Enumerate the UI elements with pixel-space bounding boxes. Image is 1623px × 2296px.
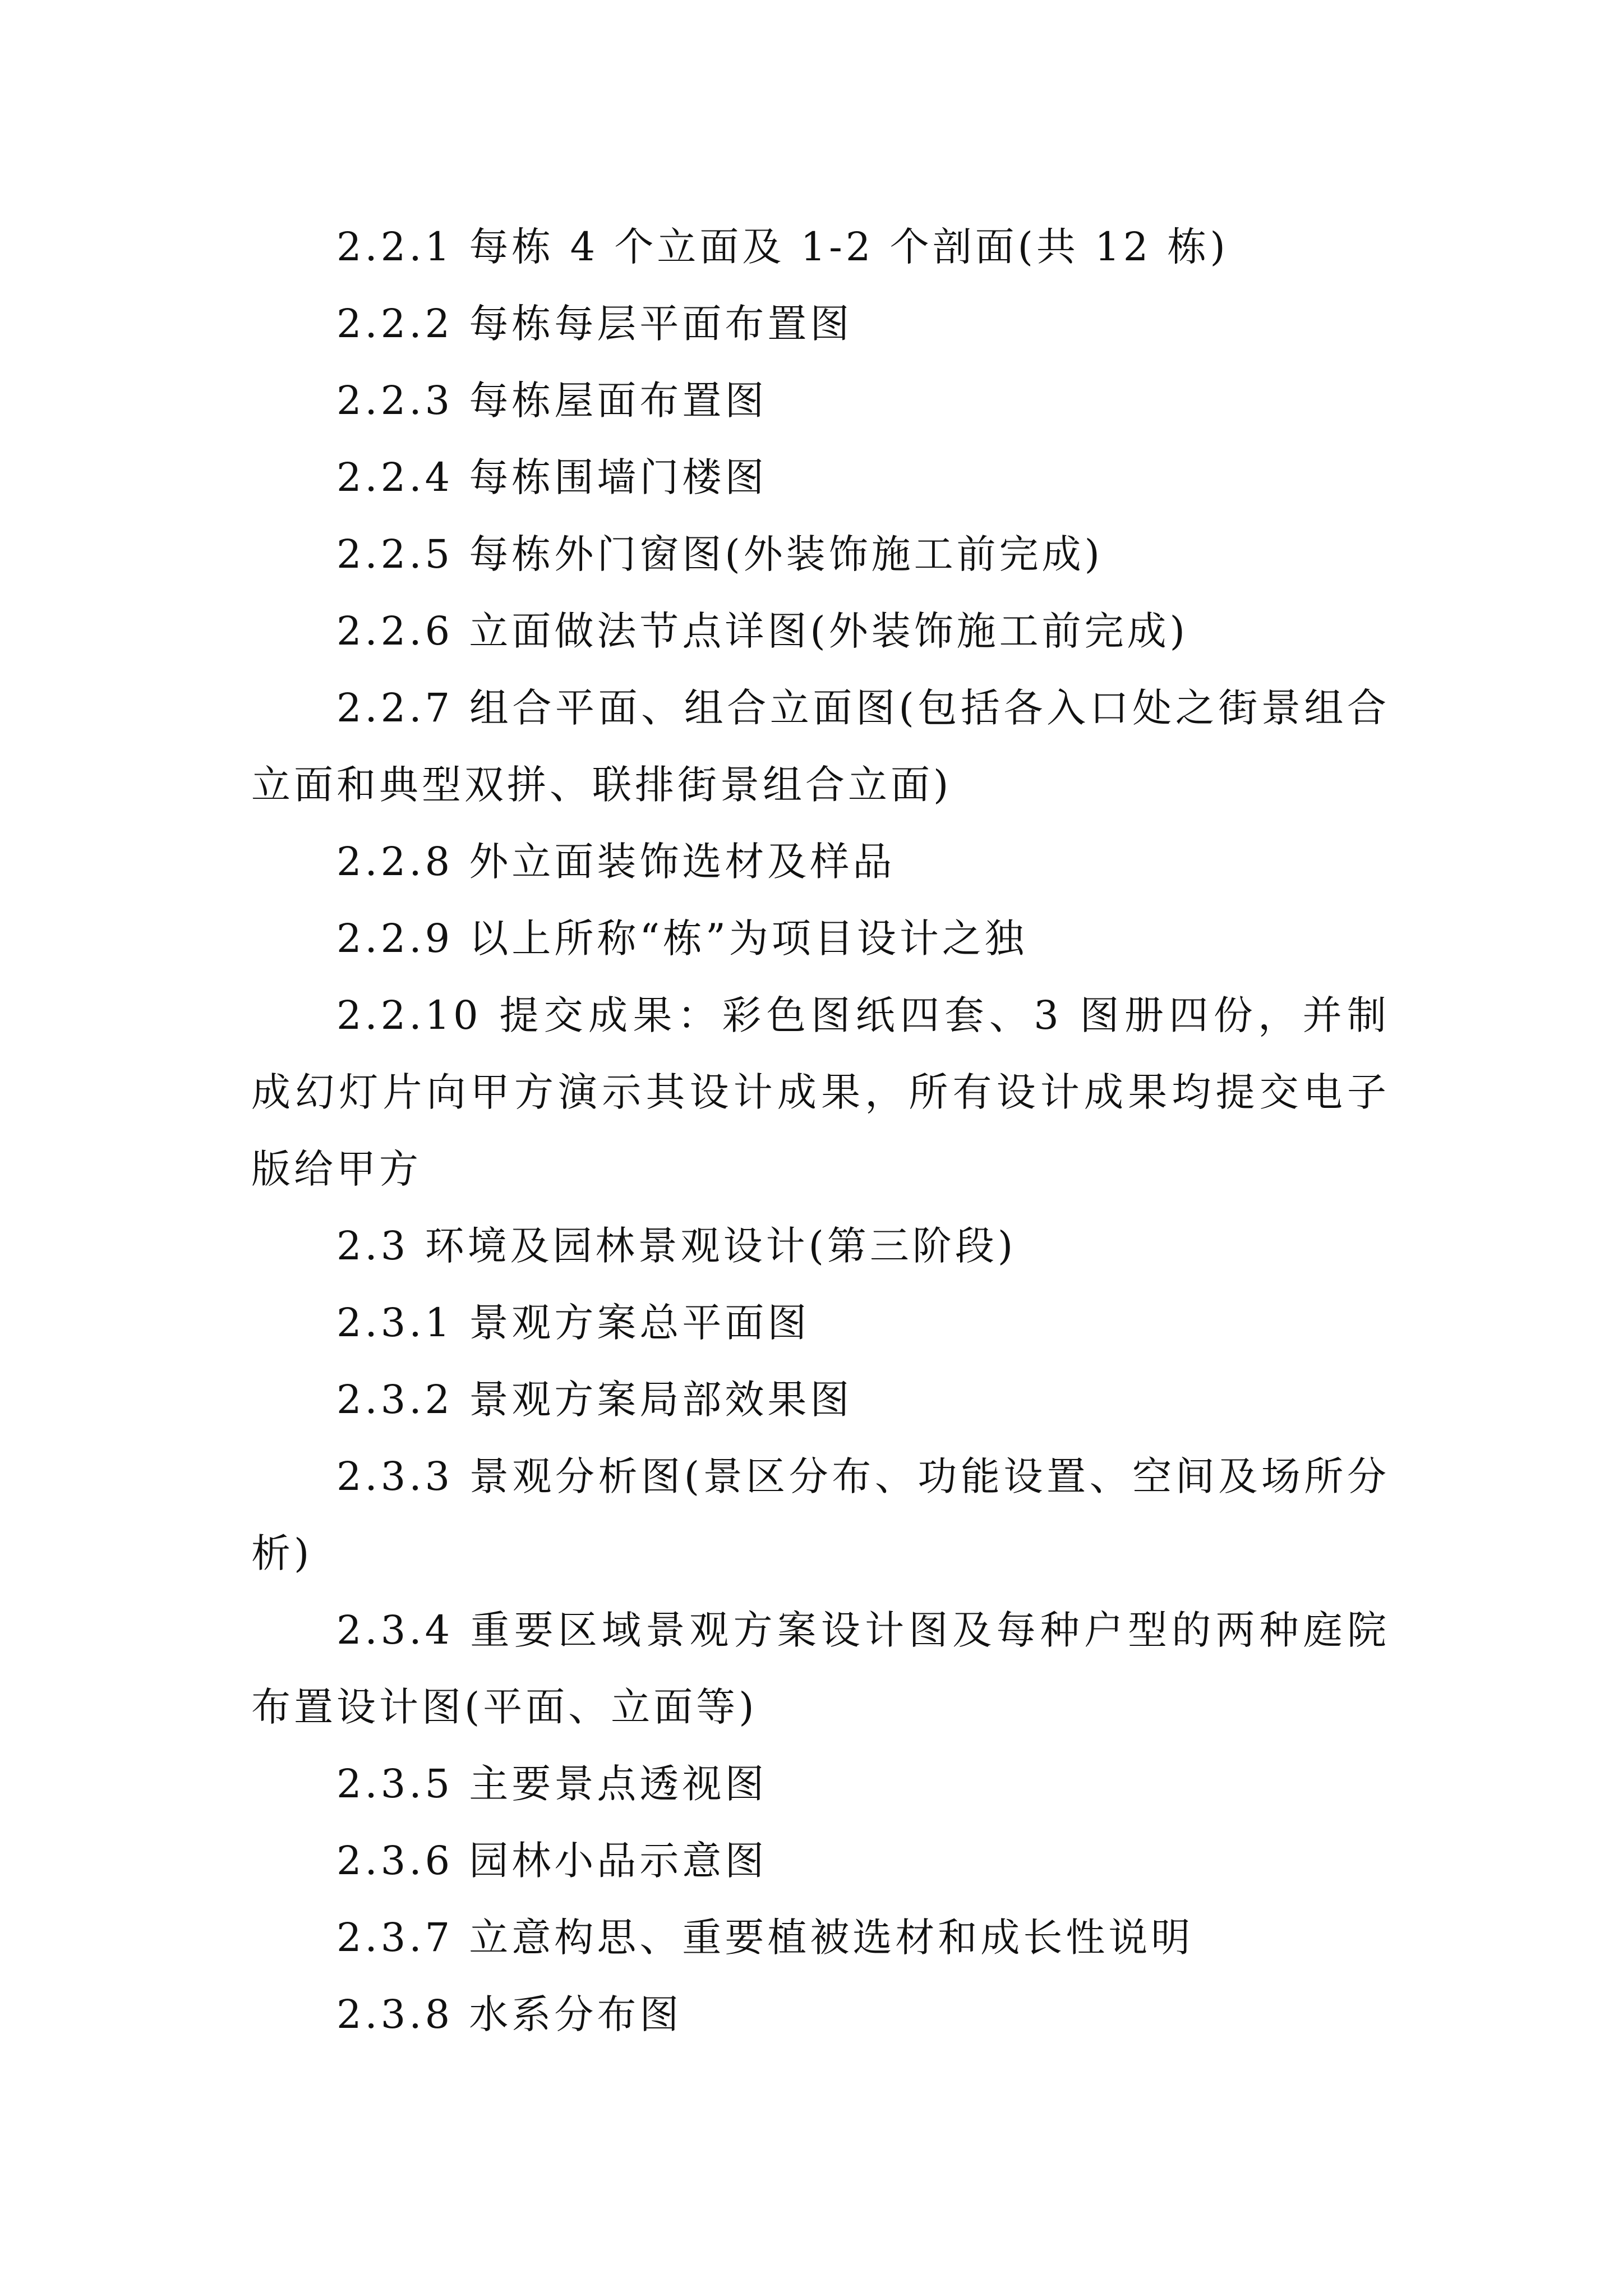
paragraph-2-3-6: 2.3.6 园林小品示意图 [336,1838,768,1884]
paragraph-2-2-5: 2.2.5 每栋外门窗图(外装饰施工前完成) [336,531,1103,577]
paragraph-2-2-1: 2.2.1 每栋 4 个立面及 1-2 个剖面(共 12 栋) [336,224,1229,270]
paragraph-2-3-5: 2.3.5 主要景点透视图 [336,1761,768,1807]
paragraph-2-3-4: 2.3.4 重要区域景观方案设计图及每种户型的两种庭院布置设计图(平面、立面等) [251,1607,1390,1730]
paragraph-2-3-2: 2.3.2 景观方案局部效果图 [336,1377,853,1423]
paragraph-2-3-3: 2.3.3 景观分析图(景区分布、功能设置、空间及场所分析) [251,1453,1390,1576]
paragraph-2-2-3: 2.2.3 每栋屋面布置图 [336,378,768,424]
paragraph-2-2-10: 2.2.10 提交成果：彩色图纸四套、3 图册四份，并制成幻灯片向甲方演示其设计成果，所有设计成果均提交电子版给甲方 [251,992,1390,1192]
paragraph-2-2-7: 2.2.7 组合平面、组合立面图(包括各入口处之街景组合立面和典型双拼、联排街景组合立面) [251,685,1390,808]
paragraph-2-2-2: 2.2.2 每栋每层平面布置图 [336,301,853,347]
paragraph-2-2-8: 2.2.8 外立面装饰选材及样品 [336,839,896,885]
paragraph-2-3-8: 2.3.8 水系分布图 [336,1991,683,2037]
paragraph-2-3-1: 2.3.1 景观方案总平面图 [336,1300,810,1346]
paragraph-2-2-9: 2.2.9 以上所称“栋”为项目设计之独 [336,915,1027,961]
paragraph-2-3-7: 2.3.7 立意构思、重要植被选材和成长性说明 [336,1915,1194,1961]
paragraph-2-2-4: 2.2.4 每栋围墙门楼图 [336,454,768,500]
document-body [251,209,1390,2053]
paragraph-2-3: 2.3 环境及园林景观设计(第三阶段) [336,1223,1017,1269]
paragraph-2-2-6: 2.2.6 立面做法节点详图(外装饰施工前完成) [336,608,1188,654]
